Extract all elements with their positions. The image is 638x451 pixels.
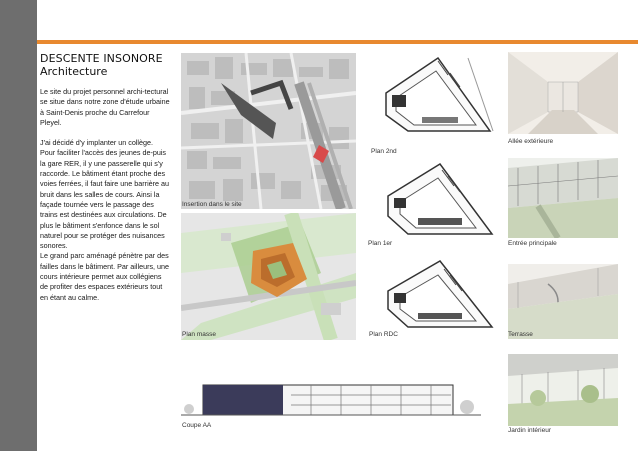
paragraph-project: J'ai décidé d'y implanter un collège. Pour faciliter l'accès des jeunes de-puis la gare RER, il y une passerelle qui s'y raccorde. Le bâtiment étant proche des voies ferrées, il faut faire une barrière au bruit dans les salles de cours. Ainsi la façade tournée vers le passage des trains est destinées aux circulations. De plus le bâtiment s'enfonce dans le sol naturel pour se protéger des nuisances sonores.	[40, 138, 170, 251]
caption-entree: Entrée principale	[508, 240, 557, 247]
paragraph-site: Le site du projet personnel archi-tectural se situe dans notre zone d'étude urbaine à Saint-Denis proche du Carrefour Pleyel.	[40, 87, 170, 127]
caption-plan-1er: Plan 1er	[368, 240, 393, 247]
left-sidebar-bar	[0, 0, 37, 451]
caption-allee: Allée extérieure	[508, 138, 554, 145]
caption-jardin: Jardin intérieur	[508, 427, 551, 434]
page-title: DESCENTE INSONORE	[40, 52, 163, 65]
accent-top-line	[37, 40, 638, 44]
caption-plan-masse: Plan masse	[182, 331, 216, 338]
site-plan-masse	[181, 213, 356, 340]
sketch-jardin-interieur	[508, 354, 618, 426]
sketch-allee-exterieure	[508, 52, 618, 134]
site-insertion-map	[181, 53, 356, 209]
caption-terrasse: Terrasse	[508, 331, 533, 338]
section-coupe-aa	[181, 377, 481, 422]
page-subtitle: Architecture	[40, 65, 108, 78]
plan-first-floor	[378, 160, 496, 242]
caption-insertion: Insertion dans le site	[182, 201, 242, 208]
caption-coupe-aa: Coupe AA	[182, 422, 212, 429]
sketch-entree-principale	[508, 158, 618, 238]
caption-plan-2nd: Plan 2nd	[371, 148, 397, 155]
description-text	[40, 87, 170, 303]
plan-second-floor	[378, 53, 496, 138]
caption-plan-rdc: Plan RDC	[369, 331, 398, 338]
plan-ground-floor	[378, 257, 496, 335]
paragraph-park: Le grand parc aménagé pénètre par des failles dans le bâtiment. Par ailleurs, une cours intérieure permet aux collégiens de profiter des espaces extérieurs tout en étant au calme.	[40, 251, 170, 302]
sketch-terrasse	[508, 264, 618, 339]
